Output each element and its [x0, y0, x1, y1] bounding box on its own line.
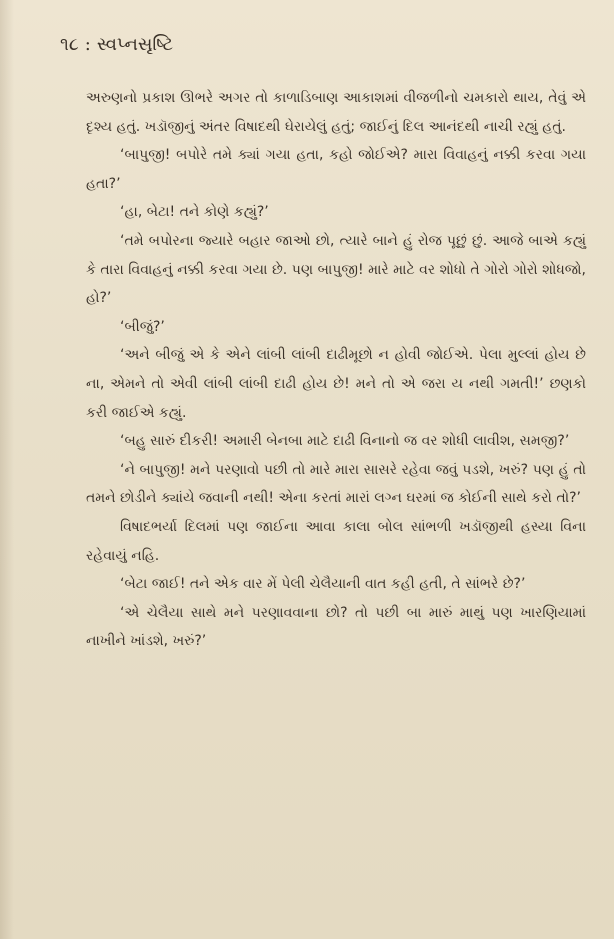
paragraph-2: ‘બાપુજી! બપોરે તમે ક્યાં ગયા હતા, કહો જોઈએ? મારા વિવાહનું નક્કી કરવા ગયા હતા?’ [86, 147, 586, 192]
paragraph-10: ‘બેટા જાઈ! તને એક વાર મેં પેલી ચેલૈયાની વાત કહી હતી, તે સાંભરે છે?’ [120, 576, 526, 593]
paragraph-1: અરુણનો પ્રકાશ ઊભરે અગર તો કાળાડિબાણ આકાશમાં વીજળીનો ચમકારો થાય, તેવું એ દૃશ્ય હતું. ખડૉજીનું અંતર વિષાદથી ઘેરાયેલું હતું; જાઈનું દિલ આનંદથી નાચી રહ્યું હતું. [86, 90, 586, 135]
paragraph-9: વિષાદભર્યા દિલમાં પણ જાઈના આવા કાલા બોલ સાંભળી ખડૉજીથી હસ્યા વિના રહેવાયું નહિ. [86, 518, 586, 564]
paragraph-11: ‘એ ચેલૈયા સાથે મને પરણાવવાના છો? તો પછી બા મારું માથું પણ ખારણિયામાં નાખીને ખાંડશે, ખરું?’ [86, 604, 586, 650]
body-text [86, 84, 586, 656]
paragraph-6: ‘અને બીજું એ કે એને લાંબી લાંબી દાઢીમૂછો ન હોવી જોઈએ. પેલા મુલ્લાં હોય છે ના, એમને તો એવી લાંબી લાંબી દાઢી હોય છે! મને તો એ જરા ય નથી ગમતી!’ છણકો કરી જાઈએ કહ્યું. [86, 347, 586, 421]
page-gutter-shadow [0, 0, 14, 939]
header-separator: : [84, 34, 91, 55]
page-header [60, 34, 173, 55]
page-number: ૧૮ [60, 34, 79, 55]
paragraph-8: ‘ને બાપુજી! મને પરણાવો પછી તો મારે મારા સાસરે રહેવા જવું પડશે, ખરું? પણ હું તો તમને છોડીને ક્યાંયે જવાની નથી! એના કરતાં મારાં લગ્ન ઘરમાં જ કોઈની સાથે કરો તો?’ [86, 461, 586, 507]
paragraph-5: ‘બીજું?’ [120, 318, 165, 335]
paragraph-7: ‘બહુ સારું દીકરી! અમારી બેનબા માટે દાઢી વિનાનો જ વર શોધી લાવીશ, સમજી?’ [120, 433, 570, 450]
running-title: સ્વપ્નસૃષ્ટિ [96, 34, 174, 55]
paragraph-4: ‘તમે બપોરના જ્યારે બહાર જાઓ છો, ત્યારે બાને હું રોજ પૂછું છું. આજે બાએ કહ્યું કે તારા વિવાહનું નક્કી કરવા ગયા છે. પણ બાપુજી! મારે માટે વર શોધો તે ગોરો ગોરો શોધજો, હો?’ [86, 232, 586, 307]
paragraph-3: ‘હા, બેટા! તને કોણે કહ્યું?’ [120, 204, 269, 221]
